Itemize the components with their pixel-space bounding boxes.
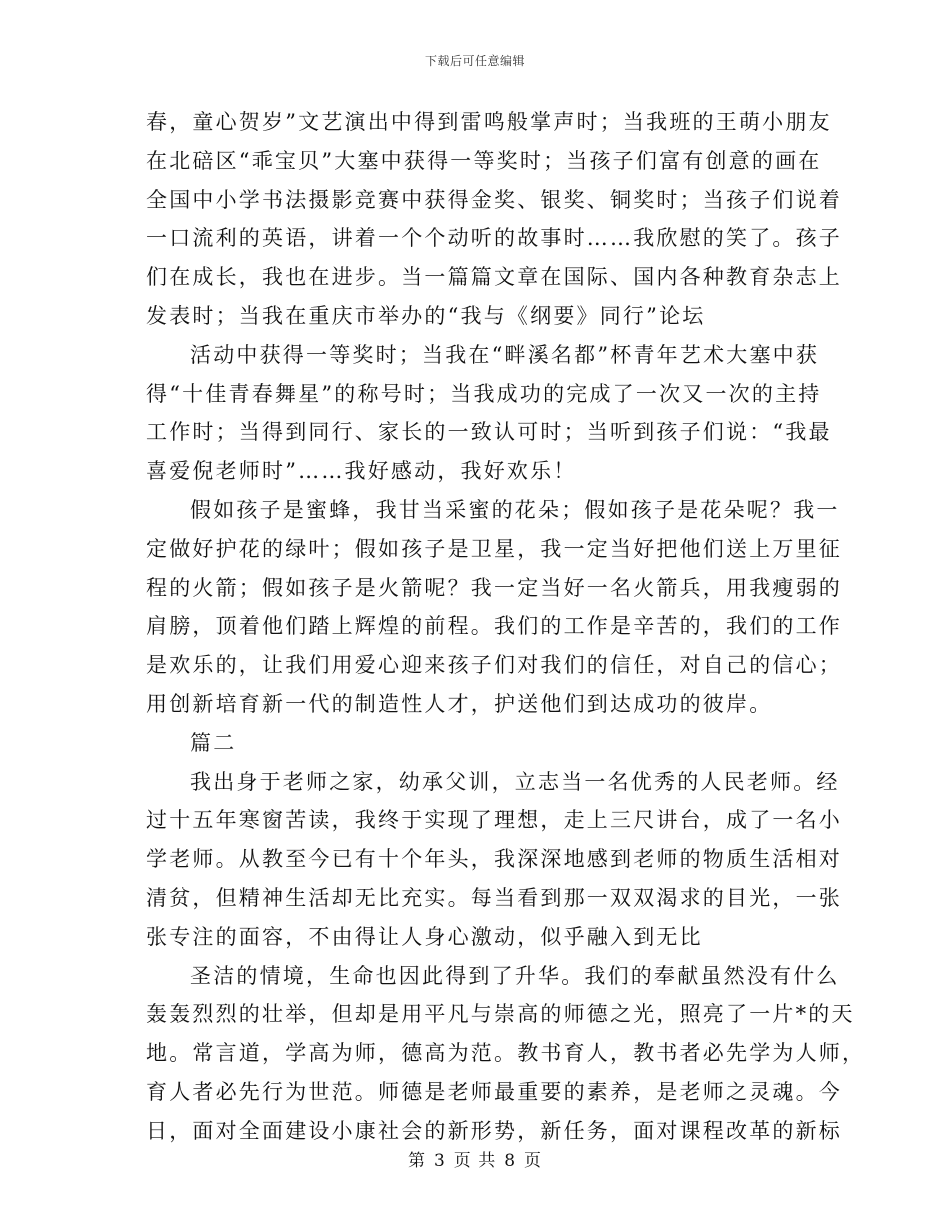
text-line: 地。常言道，学高为师，德高为范。教书育人，教书者必先学为人师， [146,1041,866,1066]
footer-mid: 页 共 [453,1151,497,1171]
footer-prefix: 第 [407,1151,426,1171]
text-line: 发表时；当我在重庆市举办的“我与《纲要》同行”论坛 [146,303,706,328]
text-line: 过十五年寒窗苦读，我终于实现了理想，走上三尺讲台，成了一名小 [146,808,842,833]
text-line: 一口流利的英语，讲着一个个动听的故事时……我欣慰的笑了。孩子 [146,226,842,251]
text-line: 肩膀，顶着他们踏上辉煌的前程。我们的工作是辛苦的，我们的工作 [146,614,842,639]
text-line: 喜爱倪老师时”……我好感动，我好欢乐！ [146,459,577,484]
text-line: 育人者必先行为世范。师德是老师最重要的素养，是老师之灵魂。今 [146,1079,842,1104]
text-line: 全国中小学书法摄影竞赛中获得金奖、银奖、铜奖时；当孩子们说着 [146,187,842,212]
text-line: 是欢乐的，让我们用爱心迎来孩子们对我们的信任，对自己的信心； [146,653,842,678]
text-line: 轰轰烈烈的壮举，但却是用平凡与崇高的师德之光，照亮了一片*的天 [146,1002,855,1027]
text-line: 学老师。从教至今已有十个年头，我深深地感到老师的物质生活相对 [146,847,842,872]
text-line: 在北碚区“乖宝贝”大塞中获得一等奖时；当孩子们富有创意的画在 [146,148,822,173]
text-line: 工作时；当得到同行、家长的一致认可时；当听到孩子们说：“我最 [146,420,832,445]
text-line: 们在成长，我也在进步。当一篇篇文章在国际、国内各种教育杂志上 [146,265,842,290]
text-line: 得“十佳青春舞星”的称号时；当我成功的完成了一次又一次的主持 [146,381,822,406]
text-line: 日，面对全面建设小康社会的新形势，新任务，面对课程改革的新标 [146,1118,842,1143]
section-heading: 篇二 [190,730,237,755]
text-line: 活动中获得一等奖时；当我在“畔溪名都”杯青年艺术大塞中获 [190,342,820,367]
text-line: 张专注的面容，不由得让人身心激动，似乎融入到无比 [146,924,703,949]
footer-suffix: 页 [524,1151,543,1171]
current-page-number: 3 [433,1151,446,1171]
page-header: 下载后可任意编辑 [424,54,525,68]
text-line: 圣洁的情境，生命也因此得到了升华。我们的奉献虽然没有什么 [190,963,840,988]
text-line: 定做好护花的绿叶；假如孩子是卫星，我一定当好把他们送上万里征 [146,536,842,561]
page-footer [0,1146,950,1171]
text-line: 清贫，但精神生活却无比充实。每当看到那一双双渴求的目光，一张 [146,885,842,910]
text-line: 用创新培育新一代的制造性人才，护送他们到达成功的彼岸。 [146,691,773,716]
body-text [146,103,866,1151]
text-line: 我出身于老师之家，幼承父训，立志当一名优秀的人民老师。经 [190,769,840,794]
text-line: 春，童心贺岁”文艺演出中得到雷鸣般掌声时；当我班的王萌小朋友 [146,110,832,134]
text-line: 程的火箭；假如孩子是火箭呢？我一定当好一名火箭兵，用我瘦弱的 [146,575,842,600]
text-line: 假如孩子是蜜蜂，我甘当采蜜的花朵；假如孩子是花朵呢？我一 [190,497,840,522]
total-pages-number: 8 [504,1151,517,1171]
